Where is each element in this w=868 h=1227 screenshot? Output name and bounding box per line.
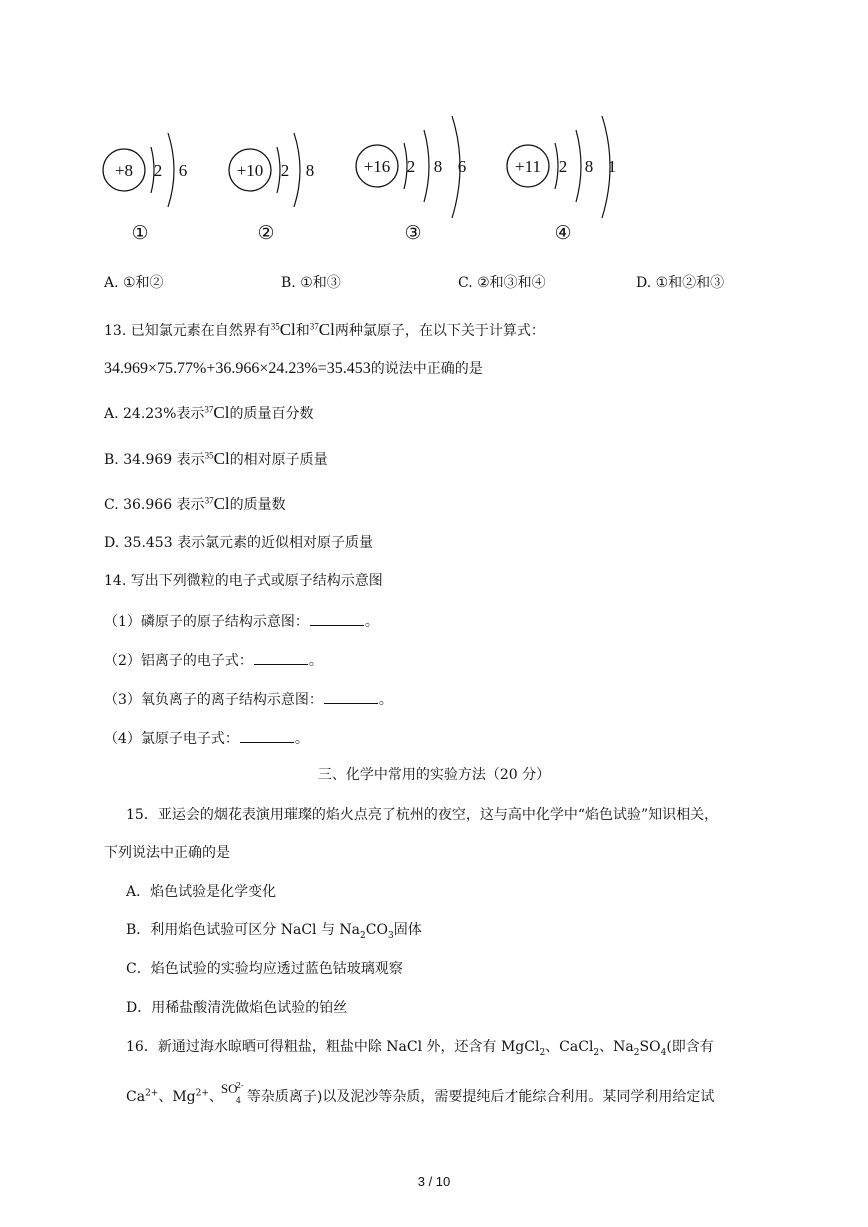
diagram-4-shell-2: 8 — [584, 157, 594, 176]
diagram-1-shell-1: 2 — [153, 161, 163, 180]
q13-formula-line: 34.969×75.77%+36.966×24.23%=35.453的说法中正确的是 — [104, 360, 483, 377]
q15-option-a: A．焰色试验是化学变化 — [126, 884, 277, 900]
q14-title: 14. 写出下列微粒的电子式或原子结构示意图 — [104, 573, 383, 589]
diagram-1-shell-2: 6 — [178, 161, 188, 180]
atomic-structure-diagrams — [0, 100, 868, 250]
q15-option-d: D．用稀盐酸清洗做焰色试验的铂丝 — [126, 1000, 348, 1016]
q12-option-c: C. ②和③和④ — [458, 275, 546, 291]
q12-option-a: A. ①和② — [104, 275, 164, 291]
q13-formula: 34.969×75.77%+36.966×24.23%=35.453 — [104, 360, 371, 377]
diagram-1-label: ① — [131, 223, 149, 244]
diagram-3-shell-1: 2 — [406, 157, 416, 176]
q15-line-2: 下列说法中正确的是 — [104, 845, 230, 861]
q14-item-1: （1）磷原子的原子结构示意图： 。 — [104, 611, 379, 632]
q16-line-2: $Ca^{2+}$、$Mg^{2+}$、 SO 2- 4 等杂质离子)以及泥沙等杂质，需要提纯后才能综合利用。某同学利用给定试 — [126, 1081, 715, 1105]
q14-item-4: （4）氯原子电子式： 。 — [104, 728, 309, 749]
diagram-2-label: ② — [257, 223, 275, 244]
diagram-neon — [229, 133, 314, 207]
diagram-2-shell-2: 8 — [305, 161, 315, 180]
diagram-oxygen — [103, 133, 187, 207]
diagram-sodium — [507, 116, 616, 218]
section-3-title: 三、化学中常用的实验方法（20 分） — [317, 767, 551, 783]
diagram-3-shell-2: 8 — [433, 157, 443, 176]
diagram-2-shell-1: 2 — [280, 161, 290, 180]
q14-blank-3[interactable] — [324, 689, 378, 704]
q15-line-1: 15．亚运会的烟花表演用璀璨的焰火点亮了杭州的夜空，这与高中化学中“焰色试验”知识相关， — [126, 807, 719, 823]
page-number: 3 / 10 — [417, 1174, 451, 1189]
q14-blank-4[interactable] — [240, 728, 294, 743]
q14-item-2: （2）铝离子的电子式： 。 — [104, 650, 323, 671]
q13-option-b: B. 34.969 表示$^{35}$Cl的相对原子质量 — [104, 449, 328, 468]
diagram-sulfur — [356, 116, 466, 218]
diagram-3-nucleus: +16 — [363, 157, 391, 176]
q15-option-c: C．焰色试验的实验均应透过蓝色钴玻璃观察 — [126, 961, 403, 977]
q13-intro: 13. 已知氯元素在自然界有$^{35}$Cl和$^{37}$Cl两种氯原子，在以下关于计算式： — [104, 320, 545, 339]
diagram-3-label: ③ — [404, 223, 422, 244]
q13-option-a: A. 24.23%表示$^{37}$Cl的质量百分数 — [104, 403, 314, 422]
q13-option-d: D. 35.453 表示氯元素的近似相对原子质量 — [104, 535, 374, 551]
q12-option-b: B. ①和③ — [281, 275, 341, 291]
diagram-1-nucleus: +8 — [114, 161, 134, 180]
q12-option-d: D. ①和②和③ — [636, 275, 725, 291]
q14-item-3: （3）氧负离子的离子结构示意图： 。 — [104, 689, 393, 710]
diagram-4-shell-1: 2 — [558, 157, 568, 176]
q16-line-1: 16．新通过海水晾晒可得粗盐，粗盐中除 NaCl 外，还含有 MgCl$_2$、CaCl$_2$、$Na_2SO_4$(即含有 — [126, 1039, 714, 1058]
q14-blank-1[interactable] — [310, 611, 364, 626]
q13-option-c: C. 36.966 表示$^{37}$Cl的质量数 — [104, 494, 286, 513]
sulfate-ion: SO 2- 4 — [220, 1081, 244, 1105]
diagram-4-shell-3: 1 — [607, 157, 617, 176]
diagram-4-label: ④ — [554, 223, 572, 244]
q14-blank-2[interactable] — [254, 650, 308, 665]
diagram-3-shell-3: 6 — [457, 157, 467, 176]
diagram-2-nucleus: +10 — [236, 161, 264, 180]
diagram-4-nucleus: +11 — [515, 157, 541, 176]
q15-option-b: B．利用焰色试验可区分 NaCl 与 $Na_2CO_3$固体 — [126, 922, 422, 941]
